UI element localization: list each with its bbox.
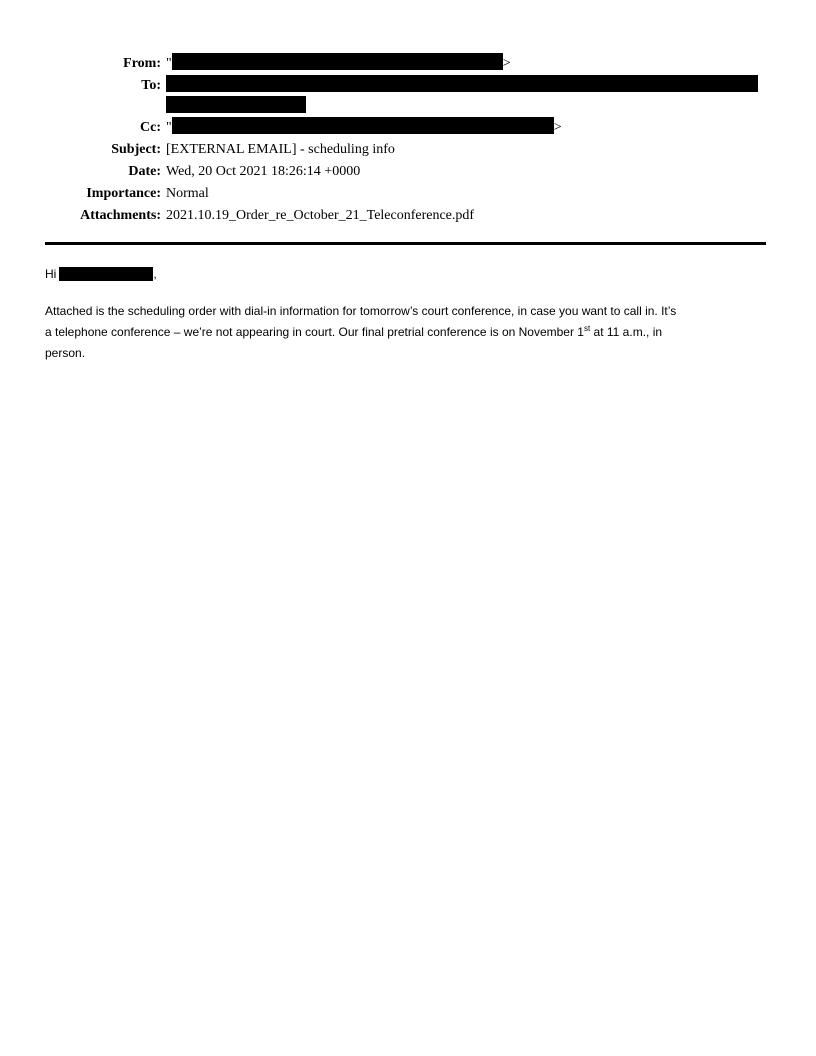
header-body-divider	[45, 242, 766, 245]
header-row-attachments	[0, 205, 775, 227]
header-row-from	[0, 53, 775, 75]
email-body	[45, 264, 775, 364]
attachments-label: Attachments:	[80, 208, 161, 223]
cc-redaction-bar	[172, 117, 554, 134]
paragraph-line-1: Attached is the scheduling order with dial-in information for tomorrow’s court conference, in case you want to call in. It’s	[45, 304, 677, 318]
cc-value	[166, 117, 775, 139]
to-redaction-bar-1	[166, 75, 758, 92]
header-row-subject	[0, 139, 775, 161]
from-label: From:	[123, 56, 161, 71]
date-label: Date:	[128, 164, 161, 179]
greeting-redaction-bar	[59, 267, 153, 281]
subject-label: Subject:	[111, 142, 161, 157]
cc-label: Cc:	[140, 120, 161, 135]
header-row-date	[0, 161, 775, 183]
from-value-suffix: >	[502, 56, 511, 71]
greeting-suffix: ,	[153, 267, 157, 281]
body-paragraph	[45, 301, 775, 364]
header-row-cc	[0, 117, 775, 139]
cc-value-prefix: "	[166, 120, 172, 135]
importance-label: Importance:	[86, 186, 161, 201]
to-redaction-bar-2	[166, 96, 306, 113]
importance-value: Normal	[166, 186, 209, 201]
header-row-to	[0, 75, 775, 117]
subject-value: [EXTERNAL EMAIL] - scheduling info	[166, 142, 395, 157]
cc-value-suffix: >	[553, 120, 562, 135]
attachment-filename: 2021.10.19_Order_re_October_21_Teleconference.pdf	[166, 208, 475, 223]
from-value	[166, 53, 775, 75]
paragraph-line-2-text: a telephone conference – we’re not appearing in court. Our final pretrial conference is on November 1	[45, 325, 584, 339]
ordinal-superscript: st	[583, 324, 591, 333]
to-value-line-2	[166, 96, 775, 117]
date-value: Wed, 20 Oct 2021 18:26:14 +0000	[166, 164, 361, 179]
paragraph-line-3: person.	[45, 346, 86, 360]
email-header	[0, 53, 775, 227]
to-value-line-1	[166, 75, 775, 96]
greeting-prefix: Hi	[45, 267, 57, 281]
paragraph-line-2-tail: at 11 a.m., in	[590, 325, 663, 339]
from-redaction-bar	[172, 53, 503, 70]
from-value-prefix: "	[166, 56, 172, 71]
paragraph-line-2	[45, 322, 775, 343]
to-value	[166, 75, 775, 117]
greeting-line	[45, 264, 775, 285]
header-row-importance	[0, 183, 775, 205]
to-label: To:	[141, 78, 161, 93]
